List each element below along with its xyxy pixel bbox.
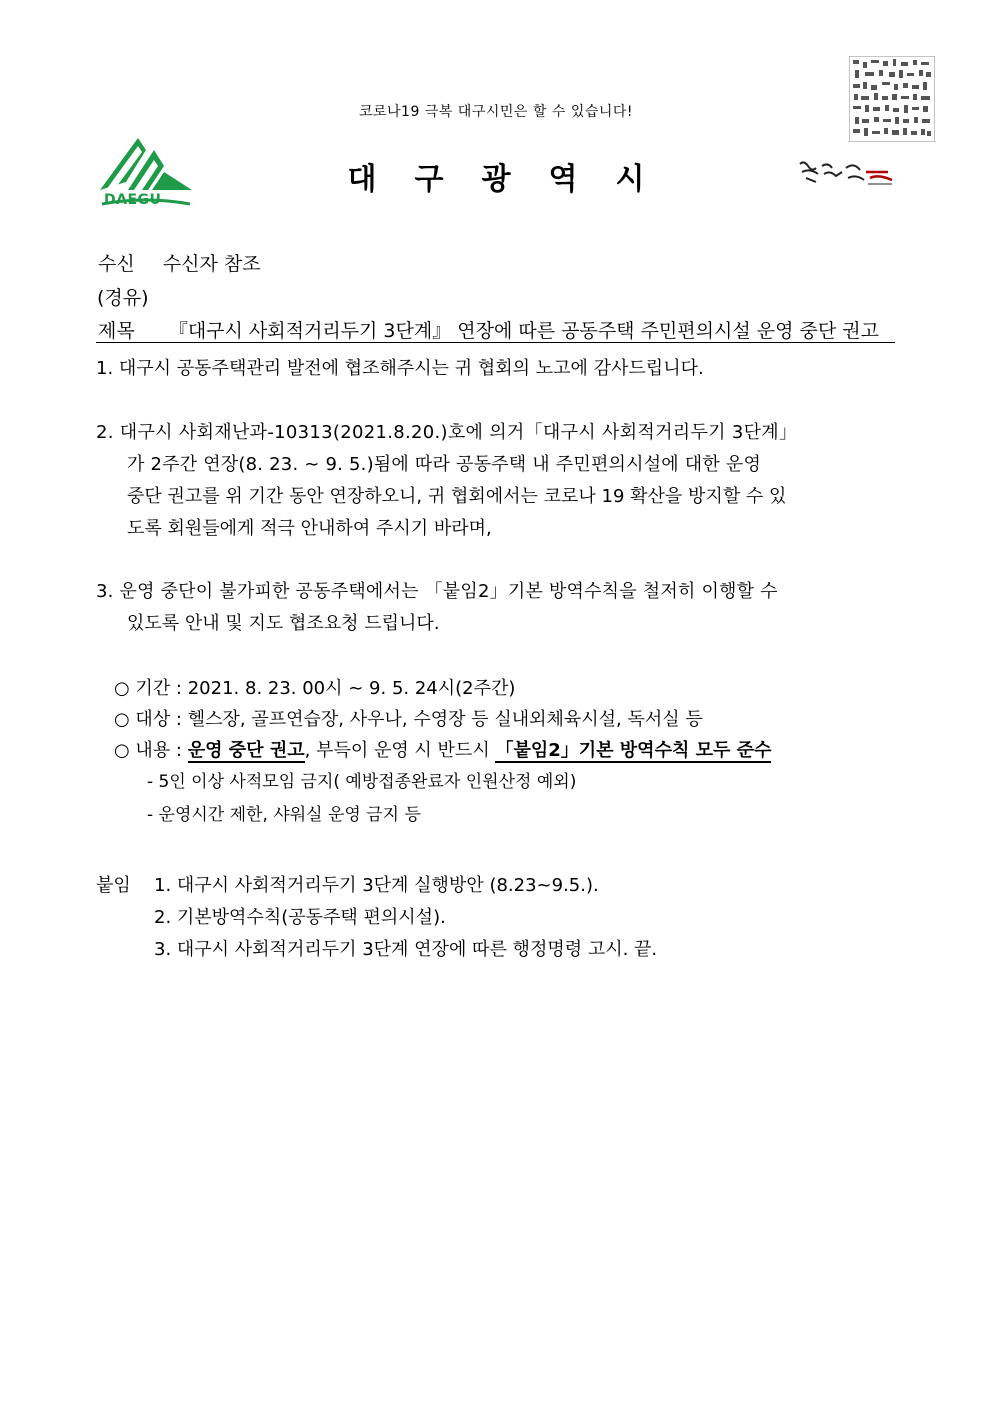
target-row (114, 704, 703, 735)
content-sub-2: - 운영시간 제한, 샤워실 운영 금지 등 (147, 805, 421, 825)
content-underlined-1: 운영 중단 권고 (187, 740, 305, 761)
via-label: (경유) (97, 287, 149, 309)
content-sub-1: - 5인 이상 사적모임 금지( 예방접종완료자 인원산정 예외) (147, 772, 577, 792)
content-underlined-2: 「붙임2」기본 방역수칙 모두 준수 (495, 740, 772, 761)
target-value: 헬스장, 골프연습장, 사우나, 수영장 등 실내외체육시설, 독서실 등 (187, 709, 703, 730)
period-label: ○ 기간 : (114, 678, 182, 699)
paragraph-2-line-1: 2. 대구시 사회재난과-10313(2021.8.20.)호에 의거「대구시 사회적거리두기 3단계」 (96, 422, 798, 443)
recipient-row (98, 249, 261, 276)
paragraph-2-line-4: 도록 회원들에게 적극 안내하여 주시기 바라며, (127, 518, 492, 539)
subject-divider (96, 342, 895, 343)
city-slogan-logo-icon (796, 158, 896, 190)
attachment-item-2: 2. 기본방역수칙(공동주택 편의시설). (154, 907, 446, 928)
attachment-label: 붙임 (96, 875, 131, 896)
period-value: 2021. 8. 23. 00시 ∼ 9. 5. 24시(2주간) (187, 678, 516, 699)
slogan: 코로나19 극복 대구시민은 할 수 있습니다! (358, 104, 634, 120)
paragraph-2-line-3: 중단 권고를 위 기간 동안 연장하오니, 귀 협회에서는 코로나 19 확산을 방지할 수 있 (127, 486, 787, 507)
attachment-item-3: 3. 대구시 사회적거리두기 3단계 연장에 따른 행정명령 고시. 끝. (154, 939, 658, 960)
content-middle: , 부득이 운영 시 반드시 (304, 740, 490, 761)
subject-row (98, 316, 879, 343)
paragraph-2-line-2: 가 2주간 연장(8. 23. ∼ 9. 5.)됨에 따라 공동주택 내 주민편의시설에 대한 운영 (127, 454, 762, 475)
paragraph-3-line-2: 있도록 안내 및 지도 협조요청 드립니다. (127, 613, 440, 634)
subject-label: 제목 (98, 320, 135, 342)
logo-text: DAEGU (104, 192, 162, 208)
recipient-value: 수신자 참조 (162, 253, 261, 275)
organization-name: 대구광역시 (347, 162, 683, 197)
content-label: ○ 내용 : (114, 740, 182, 761)
qr-code-icon (849, 56, 935, 142)
subject-value: 『대구시 사회적거리두기 3단계』 연장에 따른 공동주택 주민편의시설 운영 중단 권고 (168, 320, 879, 342)
paragraph-3-line-1: 3. 운영 중단이 불가피한 공동주택에서는 「붙임2」기본 방역수칙을 철저히 이행할 수 (96, 581, 778, 602)
paragraph-1: 1. 대구시 공동주택관리 발전에 협조해주시는 귀 협회의 노고에 감사드립니다. (96, 358, 704, 379)
recipient-label: 수신 (98, 253, 135, 275)
content-row (114, 735, 771, 766)
attachment-item-1: 1. 대구시 사회적거리두기 3단계 실행방안 (8.23~9.5.). (154, 875, 599, 896)
period-row (114, 673, 515, 704)
target-label: ○ 대상 : (114, 709, 182, 730)
